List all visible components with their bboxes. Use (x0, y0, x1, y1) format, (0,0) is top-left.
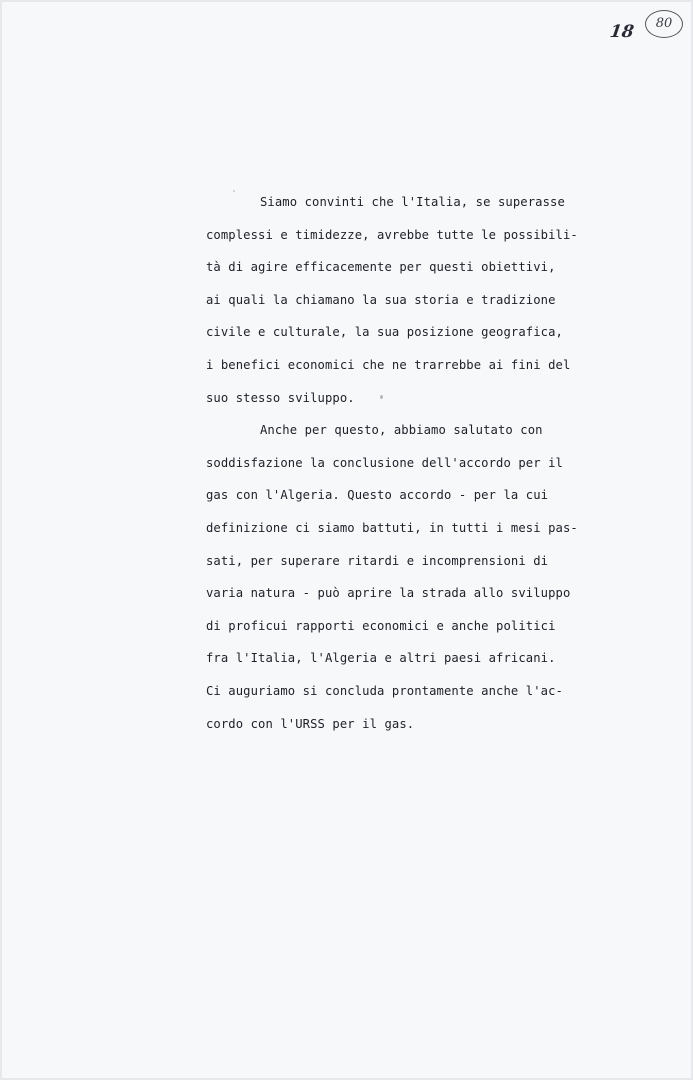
handwritten-page-number: 18 (608, 22, 636, 42)
paragraph-1 (206, 186, 578, 414)
text-line: soddisfazione la conclusione dell'accordo per il (206, 455, 563, 470)
text-line: suo stesso sviluppo. (206, 390, 355, 405)
text-line: i benefici economici che ne trarrebbe ai fini del (206, 357, 571, 372)
text-line: Ci auguriamo si concluda prontamente anche l'ac- (206, 683, 563, 698)
text-line: definizione ci siamo battuti, in tutti i mesi pas- (206, 520, 578, 535)
text-line: ai quali la chiamano la sua storia e tradizione (206, 292, 556, 307)
text-line: fra l'Italia, l'Algeria e altri paesi africani. (206, 651, 556, 666)
text-line: sati, per superare ritardi e incomprensioni di (206, 553, 549, 568)
text-line: civile e culturale, la sua posizione geografica, (206, 325, 563, 340)
text-line: tà di agire efficacemente per questi obiettivi, (206, 260, 556, 275)
text-line: cordo con l'URSS per il gas. (206, 716, 415, 731)
text-line: complessi e timidezze, avrebbe tutte le possibili- (206, 227, 578, 242)
text-line: varia natura - può aprire la strada allo sviluppo (206, 586, 571, 601)
text-line: gas con l'Algeria. Questo accordo - per la cui (206, 488, 549, 503)
text-line: di proficui rapporti economici e anche politici (206, 618, 556, 633)
archive-stamp: 80 (645, 10, 683, 38)
typewritten-text (206, 186, 578, 740)
paragraph-2 (206, 414, 578, 740)
text-line: Siamo convinti che l'Italia, se superasse (260, 195, 565, 209)
text-line: Anche per questo, abbiamo salutato con (260, 423, 543, 438)
